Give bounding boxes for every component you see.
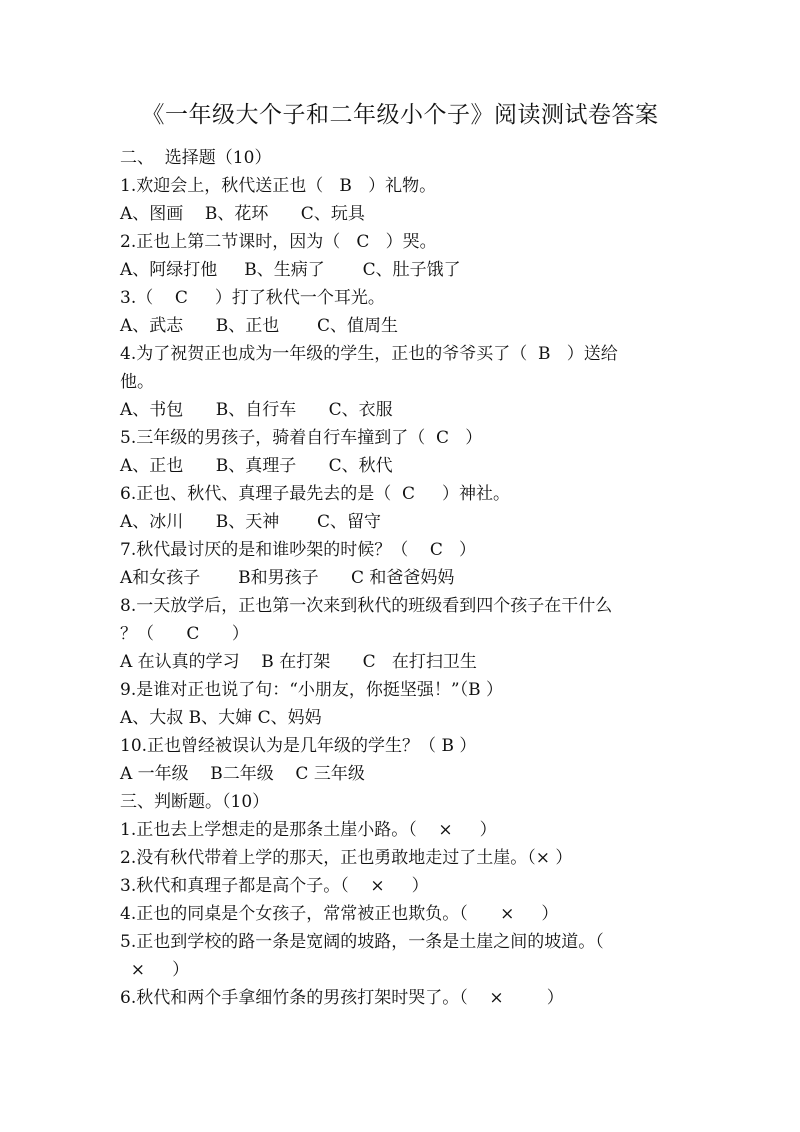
question-line-continuation: ？（ C ） — [120, 624, 249, 644]
question-line: 2.正也上第二节课时，因为（ C ）哭。 — [120, 232, 437, 252]
question-line: 5.三年级的男孩子，骑着自行车撞到了（ C ） — [120, 428, 483, 448]
judgement-line: 2.没有秋代带着上学的那天，正也勇敢地走过了土崖。（× ） — [120, 848, 573, 868]
judgement-line-continuation: × ） — [120, 960, 190, 980]
section-heading-multiple-choice: 二、 选择题（10） — [120, 148, 272, 168]
question-line: 3.（ C ）打了秋代一个耳光。 — [120, 288, 385, 308]
question-line: 4.为了祝贺正也成为一年级的学生，正也的爷爷买了（ B ）送给 — [120, 344, 618, 364]
question-line-continuation: 他。 — [120, 372, 154, 392]
options-line: A、阿绿打他 B、生病了 C、肚子饿了 — [120, 260, 461, 280]
judgement-line: 3.秋代和真理子都是高个子。（ × ） — [120, 876, 429, 896]
question-line: 8.一天放学后，正也第一次来到秋代的班级看到四个孩子在干什么 — [120, 596, 613, 616]
options-line: A 一年级 B二年级 C 三年级 — [120, 764, 365, 784]
options-line: A、冰川 B、天神 C、留守 — [120, 512, 382, 532]
options-line: A和女孩子 B和男孩子 C 和爸爸妈妈 — [120, 568, 455, 588]
options-line: A、大叔 B、大婶 C、妈妈 — [120, 708, 322, 728]
judgement-line: 6.秋代和两个手拿细竹条的男孩打架时哭了。（ × ） — [120, 988, 564, 1008]
judgement-line: 1.正也去上学想走的是那条土崖小路。（ × ） — [120, 820, 497, 840]
judgement-line: 4.正也的同桌是个女孩子，常常被正也欺负。（ × ） — [120, 904, 559, 924]
options-line: A 在认真的学习 B 在打架 C 在打扫卫生 — [120, 652, 477, 672]
question-line: 6.正也、秋代、真理子最先去的是（ C ）神社。 — [120, 484, 511, 504]
question-line: 10.正也曾经被误认为是几年级的学生？（ B ） — [120, 736, 477, 756]
judgement-line: 5.正也到学校的路一条是宽阔的坡路，一条是土崖之间的坡道。（ — [120, 932, 604, 952]
options-line: A、武志 B、正也 C、值周生 — [120, 316, 399, 336]
question-line: 7.秋代最讨厌的是和谁吵架的时候？（ C ） — [120, 540, 477, 560]
question-line: 1.欢迎会上，秋代送正也（ B ）礼物。 — [120, 176, 437, 196]
question-line: 9.是谁对正也说了句：“小朋友，你挺坚强！”（B ） — [120, 680, 503, 700]
options-line: A、书包 B、自行车 C、衣服 — [120, 400, 393, 420]
options-line: A、图画 B、花环 C、玩具 — [120, 204, 365, 224]
section-heading-true-false: 三、判断题。（10） — [120, 792, 270, 812]
options-line: A、正也 B、真理子 C、秋代 — [120, 456, 393, 476]
page-title: 《一年级大个子和二年级小个子》阅读测试卷答案 — [141, 102, 659, 128]
